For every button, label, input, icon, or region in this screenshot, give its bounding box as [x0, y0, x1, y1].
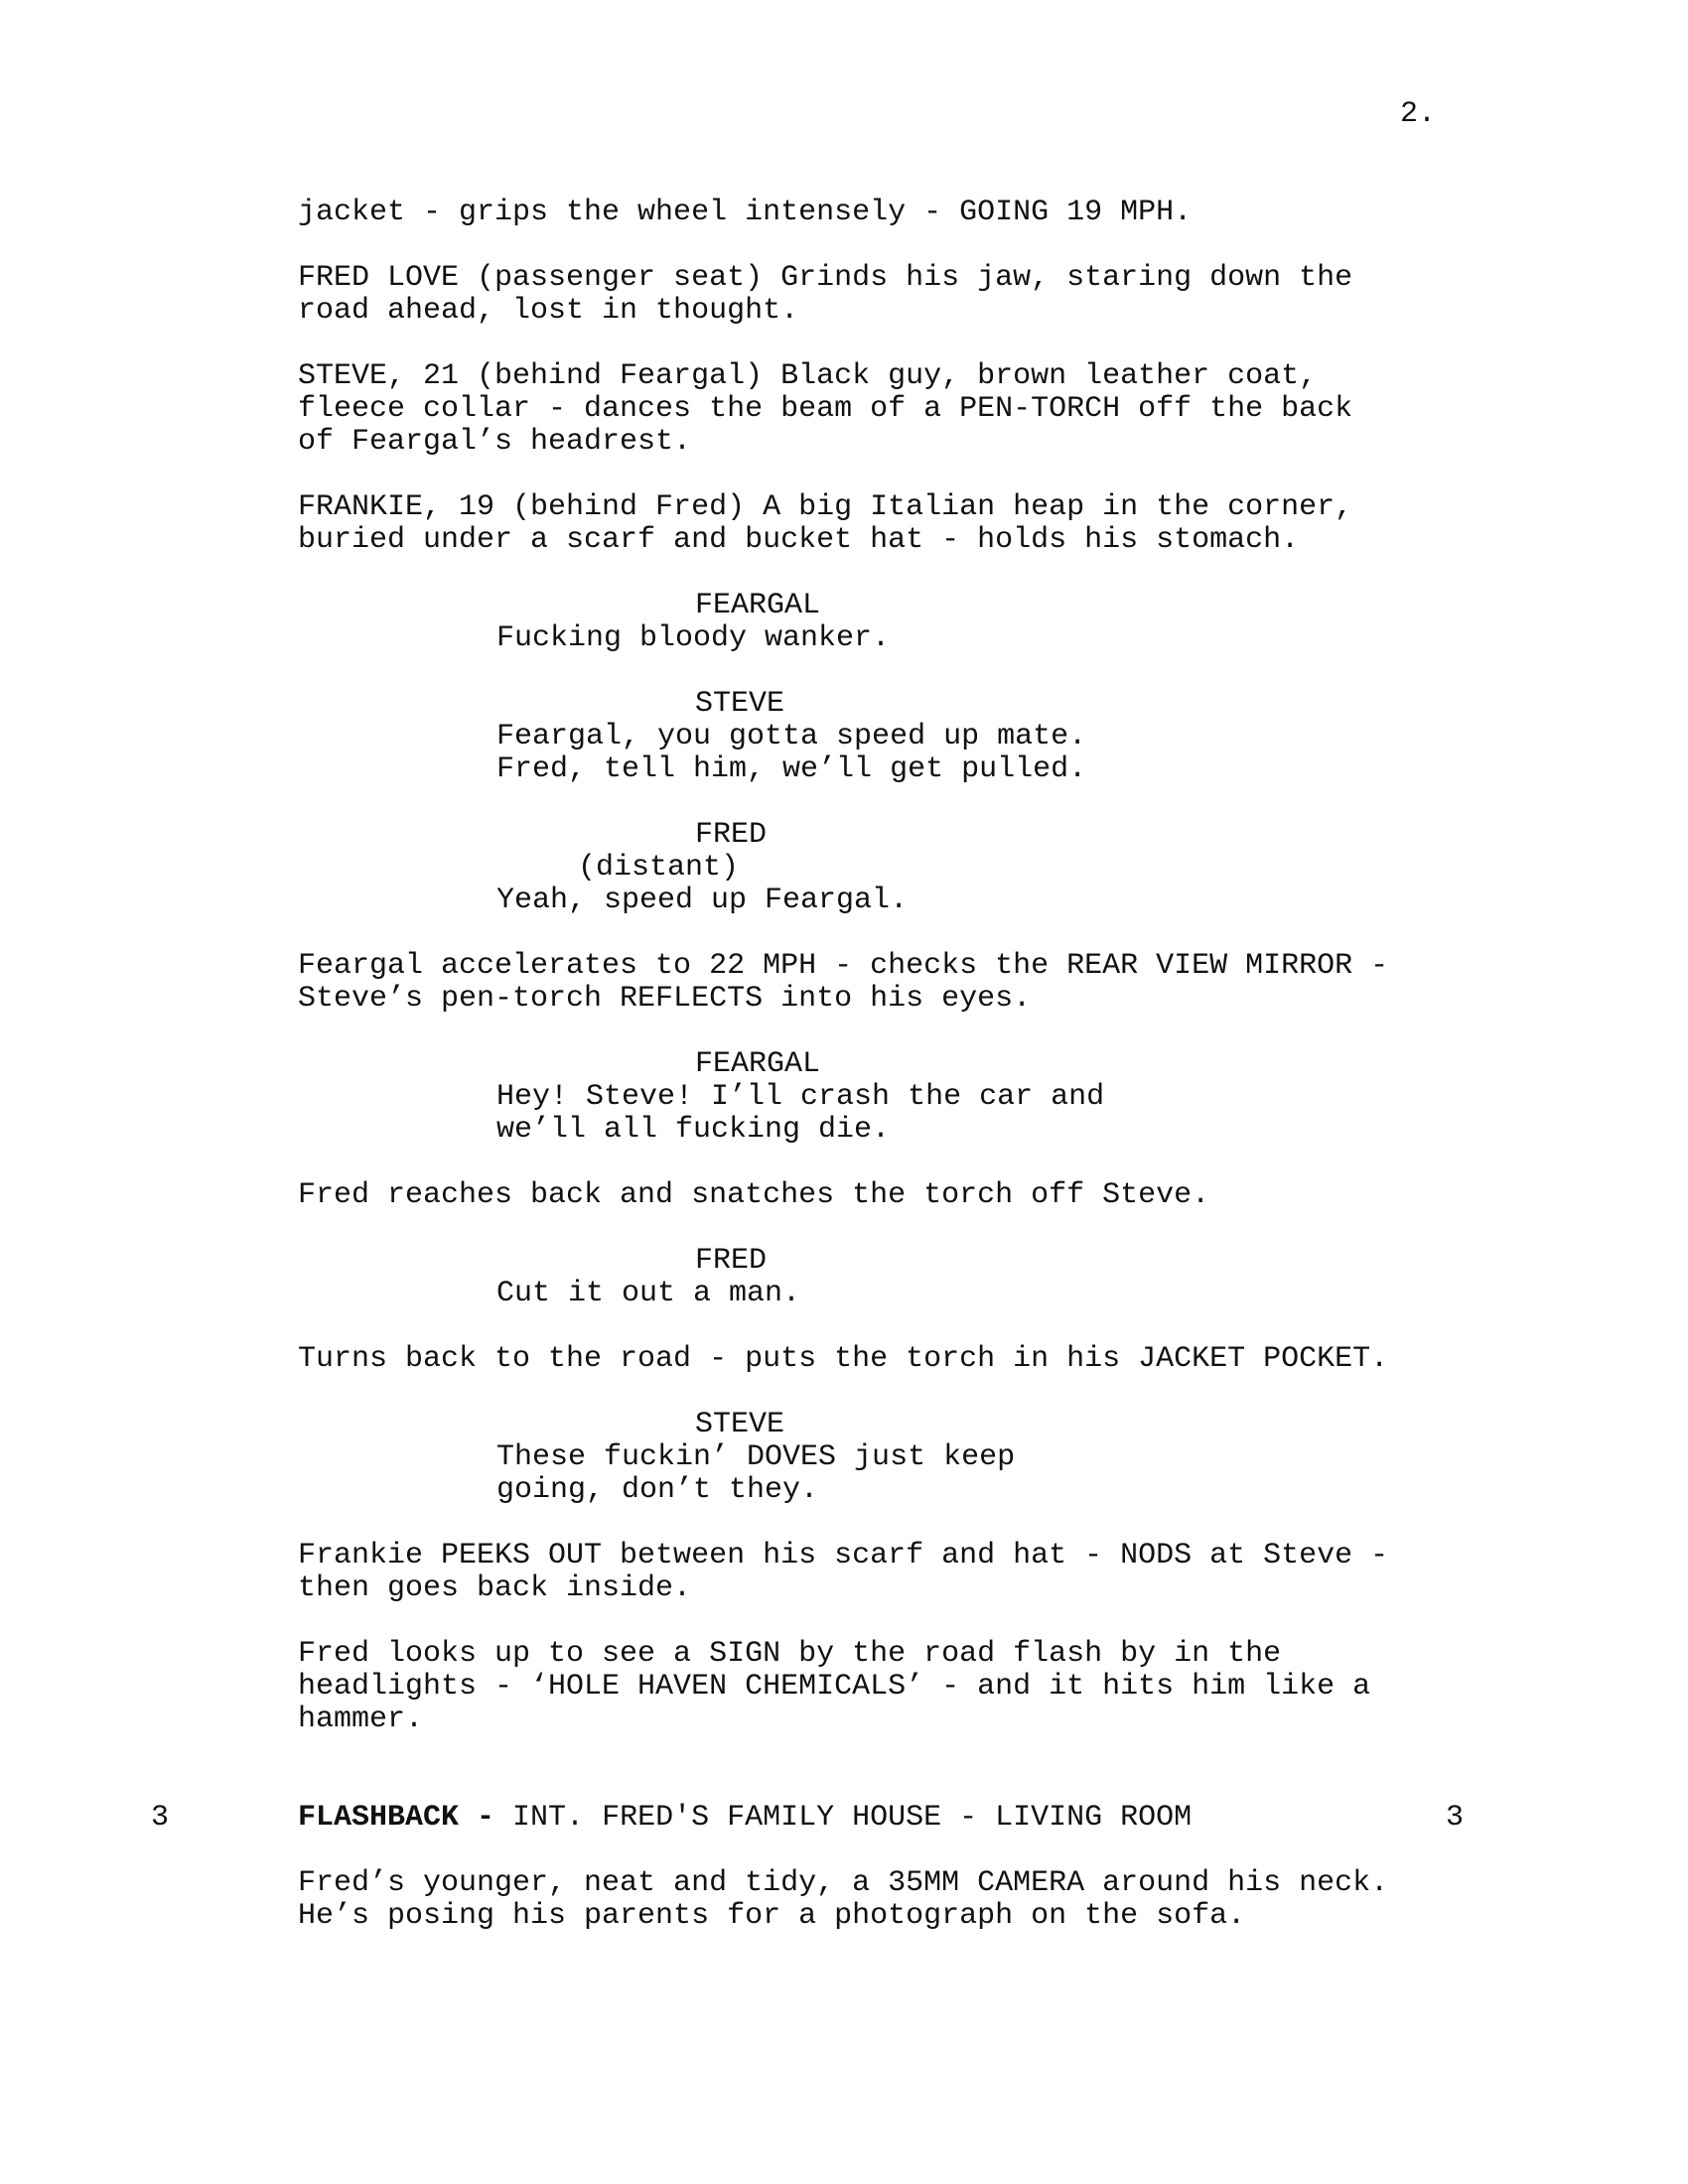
scene-heading: [298, 1801, 1192, 1835]
action-line: buried under a scarf and bucket hat - holds his stomach.: [298, 523, 1300, 557]
character-name: FEARGAL: [695, 1047, 821, 1081]
action-line: Steve’s pen-torch REFLECTS into his eyes.: [298, 982, 1032, 1016]
dialogue-line: Hey! Steve! I’ll crash the car and: [496, 1080, 1105, 1114]
character-name: FRED: [695, 1244, 768, 1278]
action-line: FRED LOVE (passenger seat) Grinds his jaw, staring down the: [298, 261, 1353, 295]
action-line: He’s posing his parents for a photograph on the sofa.: [298, 1899, 1246, 1933]
dialogue-line: Fucking bloody wanker.: [496, 621, 891, 655]
parenthetical: (distant): [578, 851, 740, 885]
character-name: FEARGAL: [695, 589, 821, 622]
action-line: STEVE, 21 (behind Feargal) Black guy, brown leather coat,: [298, 359, 1318, 393]
action-line: Feargal accelerates to 22 MPH - checks the REAR VIEW MIRROR -: [298, 949, 1389, 983]
action-line: fleece collar - dances the beam of a PEN-TORCH off the back: [298, 392, 1353, 426]
action-line: Fred’s younger, neat and tidy, a 35MM CAMERA around his neck.: [298, 1866, 1389, 1900]
scene-number-left: 3: [151, 1801, 170, 1835]
action-line: Fred looks up to see a SIGN by the road flash by in the: [298, 1637, 1282, 1671]
dialogue-line: Feargal, you gotta speed up mate.: [496, 720, 1087, 753]
action-line: jacket - grips the wheel intensely - GOING 19 MPH.: [298, 196, 1193, 229]
action-line: hammer.: [298, 1703, 424, 1736]
action-line: road ahead, lost in thought.: [298, 294, 799, 328]
action-line: then goes back inside.: [298, 1571, 692, 1605]
scene-heading-text: INT. FRED'S FAMILY HOUSE - LIVING ROOM: [494, 1801, 1193, 1835]
character-name: STEVE: [695, 687, 785, 721]
scene-heading-bold: FLASHBACK -: [298, 1801, 495, 1835]
dialogue-line: Fred, tell him, we’ll get pulled.: [496, 752, 1087, 786]
action-line: FRANKIE, 19 (behind Fred) A big Italian heap in the corner,: [298, 490, 1353, 524]
scene-number-right: 3: [1446, 1801, 1465, 1835]
dialogue-line: These fuckin’ DOVES just keep: [496, 1440, 1016, 1474]
dialogue-line: Cut it out a man.: [496, 1277, 801, 1310]
character-name: STEVE: [695, 1408, 785, 1441]
dialogue-line: going, don’t they.: [496, 1473, 819, 1507]
character-name: FRED: [695, 818, 768, 852]
action-line: Frankie PEEKS OUT between his scarf and hat - NODS at Steve -: [298, 1539, 1389, 1572]
page-number: 2.: [1400, 97, 1437, 131]
action-line: headlights - ‘HOLE HAVEN CHEMICALS’ - and it hits him like a: [298, 1670, 1371, 1704]
action-line: of Feargal’s headrest.: [298, 425, 692, 459]
dialogue-line: we’ll all fucking die.: [496, 1113, 891, 1147]
action-line: Fred reaches back and snatches the torch off Steve.: [298, 1178, 1210, 1212]
dialogue-line: Yeah, speed up Feargal.: [496, 884, 909, 917]
action-line: Turns back to the road - puts the torch in his JACKET POCKET.: [298, 1342, 1389, 1376]
